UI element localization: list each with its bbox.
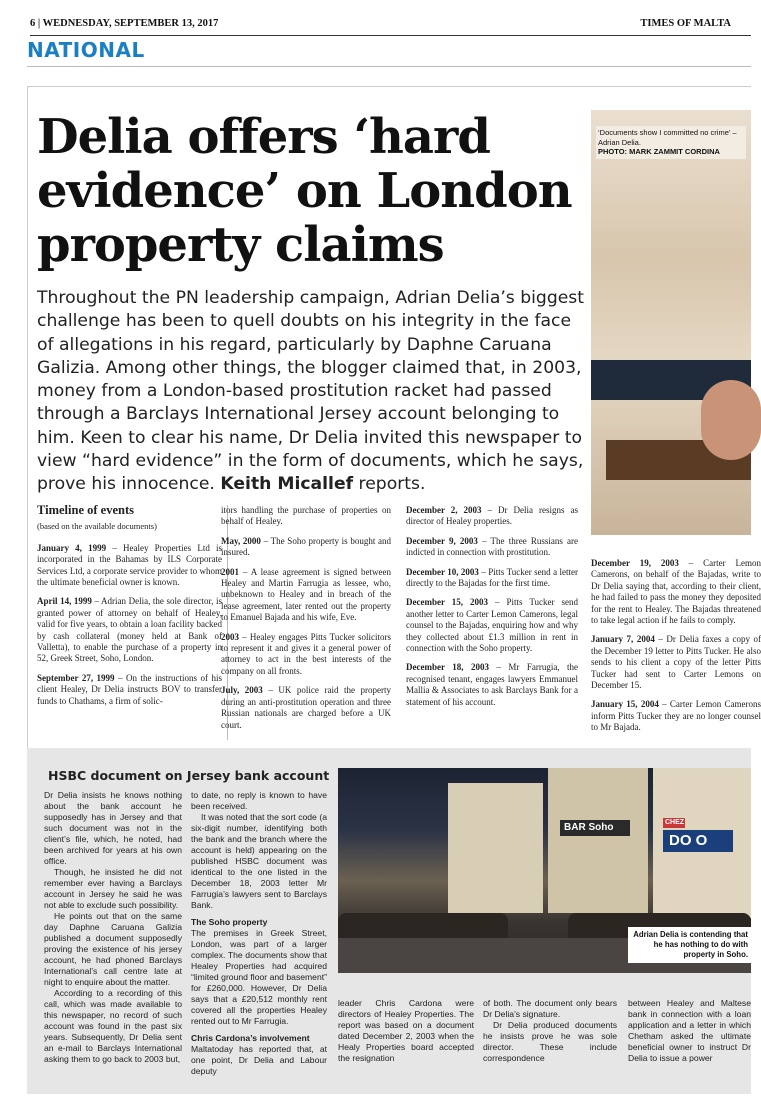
hsbc-paragraph: to date, no reply is known to have been received. <box>191 790 327 811</box>
page-header <box>30 14 751 36</box>
entry-text: – The three Russians are indicted in connection with prostitution. <box>406 535 579 558</box>
hsbc-paragraph: He points out that on the same day Daphne Caruana Galizia published a document supposedly proving the existence of his jersey account, he had phoned Barclays International’s call centre late at night to enquire about the matter. <box>44 911 182 987</box>
entry-date: September 27, 1999 <box>37 672 115 683</box>
timeline-entry <box>221 536 391 559</box>
paper-name: TIMES OF MALTA <box>640 18 731 29</box>
timeline-col-4 <box>591 558 761 738</box>
photo-caption <box>596 126 746 159</box>
hsbc-subhead: The Soho property <box>191 917 268 927</box>
timeline-entry <box>406 597 578 654</box>
building <box>448 783 543 913</box>
hsbc-title: HSBC document on Jersey bank account <box>48 768 330 783</box>
hsbc-paragraph: leader Chris Cardona were directors of Healey Properties. The report was based on a document dated December 2, 2003 when the Healy Properties board accepted the resignation <box>338 998 474 1063</box>
timeline-entry <box>406 567 578 590</box>
chez-sign: CHEZ <box>665 819 685 826</box>
bar-soho-sign: BAR Soho <box>560 820 630 836</box>
hsbc-col-5 <box>628 998 751 1063</box>
building <box>548 768 648 913</box>
entry-text: – Dr Delia faxes a copy of the December 19 letter to Pitts Tucker. He also sends to his client a copy of the letter Pitts Tucker had sent to Carter Lemons on December 15. <box>591 634 761 691</box>
entry-text: – Adrian Delia, the sole director, is granted power of attorney on behalf of Healey, valid for five years, to obtain a loan facility backed by cash collateral (money held at Bank of Valletta), to enable the purchase of a property in 52, Greek Street, Soho, London. <box>37 596 222 664</box>
photo-caption-text: ‘Documents show I committed no crime’ – Adrian Delia. <box>598 128 737 147</box>
timeline-subtitle: (based on the available documents) <box>37 521 157 532</box>
entry-text: – A lease agreement is signed between Healey and Martin Farrugia as lessee, who, unbeknown to Healey and in breach of the lease agreement, later rented out the property to Emanuel Bajada and his wife, Eve. <box>221 566 391 623</box>
timeline-col-3 <box>406 505 578 716</box>
hsbc-subhead: Chris Cardona’s involvement <box>191 1033 310 1043</box>
entry-date: January 4, 1999 <box>37 542 107 553</box>
entry-text: – Carter Lemon Camerons, on behalf of the Bajadas, write to Dr Delia saying that, according to their client, he had failed to pass the money they deposited for the rent to Healey. The Bajadas threatened to take legal action if he fails to comply. <box>591 558 761 626</box>
entry-text: – Dr Delia resigns as director of Healey properties. <box>406 505 579 527</box>
entry-date: May, 2000 <box>221 535 261 546</box>
entry-date: December 9, 2003 <box>406 535 478 546</box>
timeline-entry <box>406 536 578 559</box>
entry-text: – Healey engages Pitts Tucker solicitors to represent it and gives it a general power of attorney to act in the best interests of the company on all fronts. <box>221 631 392 676</box>
timeline-entry <box>221 632 391 678</box>
entry-date: 2003 <box>221 631 239 642</box>
page-number: 6 <box>30 18 36 29</box>
entry-text: – The Soho property is bought and insured. <box>221 535 392 558</box>
timeline-entry <box>37 543 222 589</box>
timeline-entry <box>591 558 761 626</box>
entry-date: July, 2003 <box>221 685 263 696</box>
hsbc-paragraph: Dr Delia produced documents he insists prove he was sole director. These include correspondence <box>483 1020 617 1063</box>
delia-photo <box>591 110 751 535</box>
hsbc-paragraph: between Healey and Maltese bank in connection with a loan application and a letter in which Chetham asked the ultimate beneficial owner to instruct Dr Delia to issue a power <box>628 998 751 1063</box>
byline-suffix: reports. <box>358 474 426 495</box>
hsbc-col-4 <box>483 998 617 1064</box>
section-divider <box>27 66 751 67</box>
hsbc-paragraph: According to a recording of this call, which was made available to this newspaper, no record of such account was found in the past six years. Subsequently, Dr Delia sent an e-mail to Barclays International asking them to go back to 2003 but, <box>44 988 182 1064</box>
timeline-entry <box>591 699 761 733</box>
entry-text: itors handling the purchase of properties on behalf of Healey. <box>221 505 391 527</box>
street-photo-caption: Adrian Delia is contending that he has nothing to do with property in Soho. <box>628 927 751 963</box>
entry-date: December 19, 2003 <box>591 558 679 568</box>
dodo-sign: DO O <box>663 830 733 852</box>
entry-date: December 15, 2003 <box>406 597 489 608</box>
hsbc-paragraph: Though, he insisted he did not remember ever having a Barclays account in Jersey he said he was not able to exclude such possibility. <box>44 867 182 910</box>
hsbc-paragraph: Dr Delia insists he knows nothing about the bank account he supposedly has in Jersey and that such document was not in the client’s file, which, he noted, had been archived for years at his own office. <box>44 790 182 866</box>
hsbc-paragraph: of both. The document only bears Dr Delia’s signature. <box>483 998 617 1019</box>
timeline-entry <box>221 685 391 731</box>
entry-text: – Carter Lemon Camerons inform Pitts Tucker they are no longer counsel to Mr Bajada. <box>591 699 761 733</box>
timeline-entry <box>406 505 578 528</box>
timeline-col-2 <box>221 505 391 739</box>
entry-date: December 10, 2003 <box>406 566 479 577</box>
photo-credit: PHOTO: MARK ZAMMIT CORDINA <box>598 147 720 156</box>
entry-date: January 15, 2004 <box>591 699 659 710</box>
timeline-col-1 <box>37 505 222 715</box>
headline: Delia offers ‘hard evidence’ on London property claims <box>37 109 572 273</box>
entry-date: January 7, 2004 <box>591 634 655 645</box>
entry-date: December 2, 2003 <box>406 505 482 515</box>
timeline-entry <box>221 505 391 528</box>
entry-date: April 14, 1999 <box>37 596 92 607</box>
hsbc-paragraph: Maltatoday has reported that, at one point, Dr Delia and Labour deputy <box>191 1044 327 1076</box>
hsbc-col-1 <box>44 790 182 1065</box>
byline: Keith Micallef <box>220 474 354 495</box>
hsbc-paragraph: The premises in Greek Street, London, was part of a larger complex. The documents show that Healey Properties had acquired “limited ground floor and basement” for £260,000. However, Dr Delia says that a £20,512 monthly rent covered all the properties Healey rented out to Mr Farrugia. <box>191 928 327 1026</box>
standfirst <box>37 287 585 497</box>
timeline-entry <box>37 596 222 664</box>
page-header-left: 6 | WEDNESDAY, SEPTEMBER 13, 2017 <box>30 18 219 29</box>
section-label: NATIONAL <box>27 38 145 62</box>
page-date: WEDNESDAY, SEPTEMBER 13, 2017 <box>42 18 219 29</box>
entry-text: – Mr Farrugia, the recognised tenant, engages lawyers Emmanuel Mallia & Associates to ask Barclays Bank for a statement of his account. <box>406 662 579 707</box>
standfirst-text: Throughout the PN leadership campaign, Adrian Delia’s biggest challenge has been to quell doubts on his integrity in the face of allegations in his regard, particularly by Daphne Caruana Galizia. Among other things, the blogger claimed that, in 2003, money from a London-based prostitution racket had passed through a Barclays International Jersey account belonging to him. Keen to clear his name, Dr Delia invited this newspaper to view “hard evidence” in the form of documents, which he says, prove his innocence. <box>37 288 585 495</box>
timeline-entry <box>221 567 391 624</box>
entry-text: – Pitts Tucker send a letter directly to the Bajadas for the first time. <box>406 566 579 589</box>
entry-text: – On the instructions of his client Healey, Dr Delia instructs BOV to transfer funds to Chathams, a firm of solic- <box>37 672 223 706</box>
timeline-title: Timeline of events <box>37 503 134 517</box>
entry-date: December 18, 2003 <box>406 662 489 673</box>
timeline-entry <box>37 673 222 707</box>
timeline-entry <box>591 634 761 691</box>
entry-text: – UK police raid the property during an anti-prostitution operation and three Russian nationals are charged before a UK court. <box>221 685 392 730</box>
entry-text: – Pitts Tucker send another letter to Carter Lemon Camerons, legal counsel to the Bajadas, enquiring how and why they collected about £1.3 million in rent in connection with the Soho property. <box>406 597 579 654</box>
hsbc-col-2 <box>191 790 327 1077</box>
photo-hand <box>701 380 761 460</box>
hsbc-col-3 <box>338 998 474 1064</box>
entry-date: 2001 <box>221 566 239 577</box>
timeline-entry <box>406 662 578 708</box>
hsbc-paragraph: It was noted that the sort code (a six-digit number, identifying both the bank and the branch where the account is held) appearing on the published HSBC document was identical to the one listed in the December 18, 2003 letter Mr Farrugia’s lawyers sent to Barclays Bank. <box>191 812 327 910</box>
entry-text: – Healey Properties Ltd is incorporated in the Bahamas by ILS Corporate Services Ltd, a corporate service provider to whom the ultimate beneficial owner is known. <box>37 542 223 588</box>
